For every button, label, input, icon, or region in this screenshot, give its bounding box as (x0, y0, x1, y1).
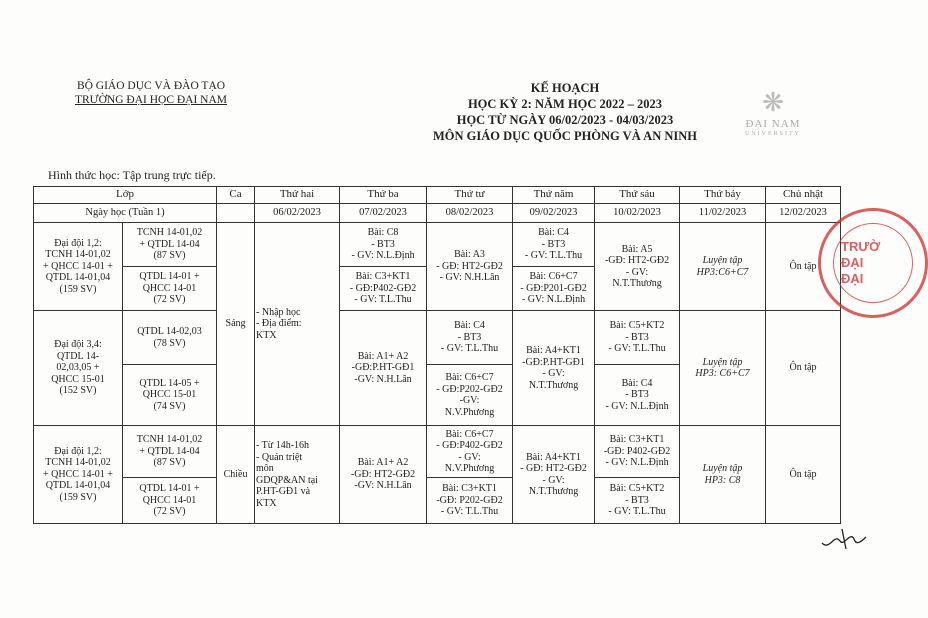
monday-cell (255, 223, 340, 426)
cell-line: - GĐ:P402-GĐ2 (436, 440, 503, 451)
logo-emblem-icon: ❋ (762, 88, 784, 117)
cell-line: (72 SV) (153, 294, 186, 306)
sunday-cell: Ôn tập (766, 223, 841, 311)
cell-line: (159 SV) (59, 283, 97, 295)
cell-line: GDQP&AN tại (256, 474, 318, 486)
cell-line: Đại đội 1,2: (54, 237, 102, 249)
date-tuesday: 07/02/2023 (340, 204, 427, 223)
cell-line: N.V.Phương (444, 406, 495, 418)
cell-line: QTDL 14- (56, 350, 100, 362)
header-monday: Thứ hai (255, 187, 340, 204)
cell-line: - GV: T.L.Thu (608, 506, 666, 518)
cell-line: TCNH 14-01,02 (136, 227, 203, 239)
cell-line: Bài: C3+KT1 (355, 271, 411, 283)
thursday-cell (513, 426, 595, 524)
stamp-line-3: ĐẠI (841, 271, 864, 286)
stamp-text (841, 239, 880, 287)
cell-line: Bài: C4 (454, 320, 485, 332)
cell-line: - BT3 (625, 331, 649, 343)
title-line-3: HỌC TỪ NGÀY 06/02/2023 - 04/03/2023 (456, 113, 674, 127)
cell-line: QTDL 14-05 + (139, 377, 200, 389)
tuesday-cell (340, 426, 427, 524)
friday-cell (595, 478, 680, 524)
cell-line: + QHCC 14-01 + (43, 468, 113, 480)
cell-line: -GĐ: P202-GĐ2 (436, 494, 503, 506)
cell-line: QHCC 15-01 (142, 389, 197, 401)
cell-line: N.T.Thương (528, 379, 579, 391)
header-class: Lớp (34, 187, 217, 204)
friday-cell (595, 365, 680, 426)
wednesday-cell (427, 365, 513, 426)
cell-line: - GV: (542, 368, 565, 379)
cell-line: -GĐ:P.HT-GĐ1 (522, 356, 585, 368)
header-shift: Ca (217, 187, 255, 204)
cell-line: -GĐ: HT2-GĐ2 (604, 255, 670, 266)
header-friday: Thứ sáu (595, 187, 680, 204)
cell-line: - BT3 (457, 331, 482, 343)
cell-line: + QHCC 14-01 + (43, 260, 113, 272)
cell-line: (87 SV) (153, 457, 186, 469)
cell-line: KTX (256, 329, 277, 341)
table-row (34, 426, 841, 478)
cell-line: -GĐ: HT2-GĐ2 (350, 468, 416, 480)
unit-cell (34, 223, 123, 311)
cell-line: (87 SV) (153, 250, 186, 262)
thursday-cell (513, 223, 595, 267)
class-cell (123, 426, 217, 478)
friday-cell (595, 311, 680, 365)
cell-line: Bài: C5+KT2 (609, 483, 665, 495)
date-monday: 06/02/2023 (255, 204, 340, 223)
sunday-cell: Ôn tập (766, 426, 841, 524)
cell-line: (152 SV) (59, 385, 97, 397)
schedule-table (33, 186, 841, 524)
class-cell (123, 311, 217, 365)
cell-line: môn (256, 463, 274, 474)
cell-line: TCNH 14-01,02 (45, 457, 111, 469)
stamp-line-2: ĐẠI (841, 255, 864, 270)
official-stamp (818, 208, 928, 318)
cell-line: - GV: N.L.Định (351, 250, 415, 262)
cell-line: QTDL 14-02,03 (137, 326, 202, 337)
cell-line: - GV: T.L.Thu (524, 250, 583, 262)
saturday-cell (680, 426, 766, 524)
cell-line: Bài: C4 (538, 227, 569, 239)
cell-line: Bài: C6+C7 (445, 428, 494, 440)
cell-line: - BT3 (541, 238, 566, 250)
cell-line: HP3: C6+C7 (695, 368, 750, 379)
shift-cell: Sáng (217, 223, 255, 426)
cell-line: - BT3 (625, 389, 649, 401)
cell-line: - GV: N.L.Định (521, 294, 586, 306)
sunday-cell: Ôn tập (766, 311, 841, 426)
ministry-name: BỘ GIÁO DỤC VÀ ĐÀO TẠO (76, 80, 226, 92)
cell-line: Bài: C6+C7 (529, 271, 578, 283)
wednesday-cell (427, 426, 513, 478)
header-sunday: Chủ nhật (766, 187, 841, 204)
cell-line: - GĐ: HT2-GĐ2 (436, 260, 503, 272)
header-thursday: Thứ năm (513, 187, 595, 204)
class-cell (123, 223, 217, 267)
cell-line: -GV: N.H.Lân (354, 480, 412, 492)
cell-line: N.V.Phương (444, 463, 495, 474)
monday-cell (255, 426, 340, 524)
thursday-cell (513, 267, 595, 311)
wednesday-cell (427, 223, 513, 311)
cell-line: Bài: A1+ A2 (357, 350, 409, 362)
cell-line: 02,03,05 + (56, 362, 100, 374)
cell-line: Bài: A4+KT1 (526, 345, 581, 356)
cell-line: Bài: A1+ A2 (357, 457, 409, 469)
wednesday-cell (427, 311, 513, 365)
cell-line: - Địa điểm: (256, 318, 302, 330)
document-title (400, 80, 730, 144)
date-friday: 10/02/2023 (595, 204, 680, 223)
date-wednesday: 08/02/2023 (427, 204, 513, 223)
cell-line: - GV: (458, 451, 481, 463)
friday-cell (595, 426, 680, 478)
cell-line: - GV: T.L.Thu (440, 506, 499, 518)
logo-name: ĐẠI NAM (745, 118, 801, 130)
cell-line: Đại đội 1,2: (54, 445, 102, 457)
cell-line: QTDL 14-01,04 (45, 480, 111, 492)
cell-line: Bài: A3 (454, 249, 485, 261)
thursday-cell (513, 311, 595, 426)
class-cell (123, 267, 217, 311)
cell-line: (74 SV) (153, 400, 186, 412)
cell-line: - BT3 (371, 238, 395, 250)
cell-line: -GĐ: P402-GĐ2 (603, 445, 671, 457)
date-sunday: 12/02/2023 (766, 204, 841, 223)
header-saturday: Thứ bảy (680, 187, 766, 204)
cell-line: QHCC 14-01 (142, 494, 197, 506)
study-format: Hình thức học: Tập trung trực tiếp. (48, 168, 216, 182)
week-label: Ngày học (Tuần 1) (34, 204, 217, 223)
unit-cell (34, 426, 123, 524)
cell-line: Đại đội 3,4: (54, 339, 102, 351)
cell-line: - Nhập học (256, 306, 301, 318)
cell-line: N.T.Thương (528, 486, 579, 497)
cell-line: QTDL 14-01 + (139, 483, 200, 495)
cell-line: Bài: C8 (367, 227, 399, 239)
cell-line: Luyện tập (702, 255, 743, 266)
cell-line: (78 SV) (153, 337, 186, 349)
cell-line: Bài: C5+KT2 (609, 320, 665, 332)
cell-line: -GĐ:P.HT-GĐ1 (351, 362, 415, 374)
tuesday-cell (340, 267, 427, 311)
cell-line: - Từ 14h-16h (256, 440, 310, 451)
cell-line: QHCC 14-01 (142, 282, 197, 294)
tuesday-cell (340, 311, 427, 426)
class-cell (123, 365, 217, 426)
cell-line: Bài: A4+KT1 (526, 451, 581, 463)
cell-line: -GV: N.H.Lân (354, 373, 412, 385)
title-line-4: MÔN GIÁO DỤC QUỐC PHÒNG VÀ AN NINH (432, 129, 697, 143)
university-logo (735, 88, 811, 150)
wednesday-cell (427, 478, 513, 524)
cell-line: KTX (256, 497, 277, 509)
cell-line: - GV: T.L.Thu (354, 294, 412, 306)
title-line-1: KẾ HOẠCH (530, 81, 600, 95)
date-row (34, 204, 841, 223)
header-tuesday: Thứ ba (340, 187, 427, 204)
friday-cell (595, 223, 680, 311)
cell-line: HP3:C6+C7 (696, 266, 749, 278)
date-saturday: 11/02/2023 (680, 204, 766, 223)
cell-line: TCNH 14-01,02 (45, 249, 111, 261)
cell-line: (159 SV) (59, 491, 97, 503)
cell-line: Luyện tập (702, 463, 743, 474)
cell-line: - GĐ:P402-GĐ2 (349, 282, 417, 294)
cell-line: Bài: C4 (621, 377, 653, 389)
class-cell (123, 478, 217, 524)
cell-line: Luyện tập (702, 356, 743, 368)
cell-line: - GV: N.H.Lân (439, 272, 500, 284)
cell-line: HP3: C8 (704, 474, 741, 486)
table-row (34, 311, 841, 365)
cell-line: - Quán triệt (256, 451, 303, 463)
cell-line: QTDL 14-01,04 (45, 272, 111, 284)
cell-line: - GV: N.L.Định (605, 457, 669, 469)
cell-line: Bài: C3+KT1 (442, 483, 497, 495)
logo-subtitle: UNIVERSITY (745, 131, 801, 137)
cell-line: N.T.Thương (612, 278, 662, 289)
saturday-cell (680, 311, 766, 426)
cell-line: QTDL 14-01 + (139, 271, 200, 283)
cell-line: (72 SV) (153, 506, 186, 518)
university-name: TRƯỜNG ĐẠI HỌC ĐẠI NAM (74, 94, 228, 106)
shift-cell: Chiều (217, 426, 255, 524)
cell-line: - GV: (542, 474, 565, 486)
signature-icon (820, 525, 868, 553)
cell-line: TCNH 14-01,02 (136, 434, 203, 446)
header-row (34, 187, 841, 204)
cell-line: - GV: T.L.Thu (608, 343, 666, 355)
date-empty (217, 204, 255, 223)
cell-line: - GĐ:P201-GĐ2 (520, 282, 587, 294)
cell-line: + QTDL 14-04 (139, 238, 200, 250)
cell-line: -GV: (459, 395, 480, 406)
issuer-header (56, 79, 246, 107)
unit-cell (34, 311, 123, 426)
cell-line: - BT3 (625, 494, 649, 506)
cell-line: Bài: A5 (621, 243, 653, 255)
cell-line: + QTDL 14-04 (139, 445, 200, 457)
cell-line: P.HT-GĐ1 và (256, 486, 311, 497)
tuesday-cell (340, 223, 427, 267)
cell-line: - GV: N.L.Định (605, 400, 669, 412)
date-thursday: 09/02/2023 (513, 204, 595, 223)
cell-line: - GV: T.L.Thu (440, 343, 499, 355)
cell-line: Bài: C3+KT1 (609, 434, 665, 446)
cell-line: Bài: C6+C7 (445, 372, 494, 383)
table-row (34, 223, 841, 267)
header-wednesday: Thứ tư (427, 187, 513, 204)
saturday-cell (680, 223, 766, 311)
cell-line: - GĐ:P202-GĐ2 (436, 383, 503, 395)
title-line-2: HỌC KỲ 2: NĂM HỌC 2022 – 2023 (467, 97, 663, 111)
stamp-line-1: TRƯỜ (841, 239, 881, 254)
cell-line: - GĐ: HT2-GĐ2 (520, 463, 587, 474)
cell-line: QHCC 15-01 (51, 373, 105, 385)
cell-line: - GV: (625, 266, 649, 278)
